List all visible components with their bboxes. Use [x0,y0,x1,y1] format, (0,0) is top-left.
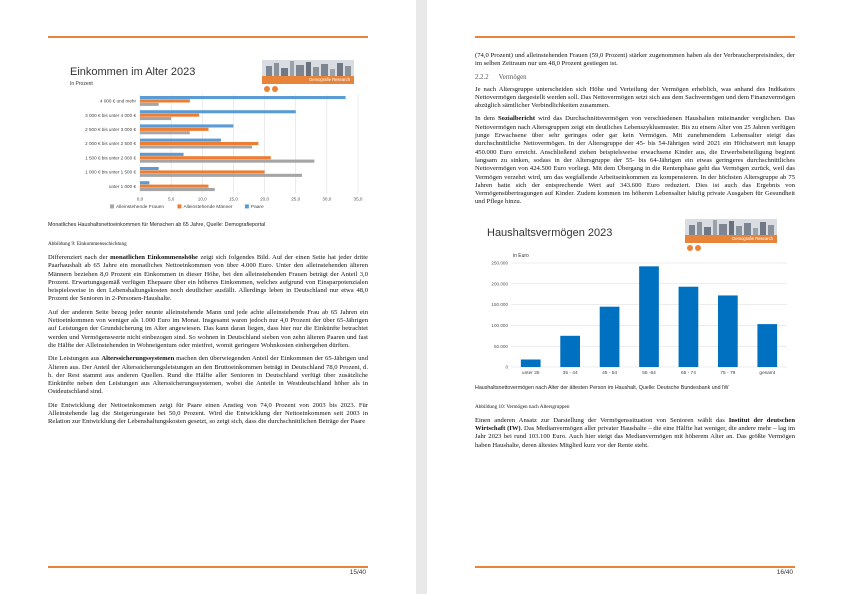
bar [718,295,738,367]
x-tick-label: 75 - 79 [720,370,736,376]
right-page [427,0,843,594]
x-tick-label: 30,0 [322,196,332,202]
bar [140,96,346,99]
y-tick-label: 250.000 [491,260,508,266]
left-page [0,0,416,594]
wealth-chart-unit: in Euro [513,252,529,259]
x-tick-label: unter 35 [521,370,540,376]
paragraph: Die Entwicklung der Nettoeinkommen zeigt für Paare einen Anstieg von 74,0 Prozent von 2003 bis 2023. Für Alleinstehende lag die Steigerungsrate bei 50,0 Prozent. Wird die Entwicklung der Nettoeinkommen seit 2003 in Relation zur Entwicklung der Lebenshaltungskosten gesetzt, so zeigt sich, dass die durchschnittlichen Beträge der Paare [48,401,368,426]
income-chart-source: Monatliches Haushaltsnettoeinkommen für Menschen ab 65 Jahre, Quelle: Demografieportal [48,222,266,228]
y-tick-label: 50.000 [493,343,508,349]
bar [140,117,171,120]
x-tick-label: 65 - 74 [680,370,696,376]
category-label: 1 000 € bis unter 1 500 € [85,169,136,175]
logo-text: Demografie Research [262,76,354,84]
top-rule [48,36,368,38]
bar [140,110,296,113]
x-tick-label: 25,0 [291,196,301,202]
bar [521,359,541,366]
legend-swatch [177,204,181,208]
bar [140,185,209,188]
figure-caption: Abbildung 9: Einkommensschichtung [48,241,127,247]
paragraph: Die Leistungen aus Alterssicherungssystemen machen den überwiegenden Anteil der Einkommen der 65-Jährigen und Älteren aus. Der Anteil der Alterssicherungsleistungen an den Bruttoeinkommen beträgt in Deutschland 78,0 Prozent, d. h. der Rest stammt aus anderen Quellen. Rund die Hälfte aller Senioren in Deutschland verfügt über zusätzliche Einkünfte neben den Leistungen aus Alterssicherungssystemen, wobei die Anteile in Westdeutschland höher als in Ostdeutschland sind. [48,355,368,396]
bar [140,181,149,184]
paragraph: (74,0 Prozent) und alleinstehenden Frauen (59,0 Prozent) stärker zugenommen haben als der Verbraucherpreisindex, der im selben Zeitraum nur um 48,0 Prozent gestiegen ist. [475,52,795,68]
bar [140,174,302,177]
x-tick-label: 45 - 54 [602,370,618,376]
section-number: 2.2.2 [475,73,489,81]
y-tick-label: 0 [505,364,508,370]
paragraph: Auf der anderen Seite bezog jeder neunte alleinstehende Mann und jede achte alleinstehende Frau ab 65 Jahren ein Nettoeinkommen von weniger als 1.000 Euro im Monat. Insgesamt waren jedoch nur 4,0 Prozent der über 65-Jährigen auf Leistungen der Grundsicherung im Alter angewiesen. Das kann daran liegen, dass hier nur die Einkünfte betrachtet werden und Vermögenswerte nicht einbezogen sind. So wohnen in Deutschland sieben von zehn älteren Paaren und fast die Hälfte der Alleinstehenden in Wohneigentum oder mietfrei, womit geringere Wohnkosten einhergehen dürften. [48,308,368,349]
bar [140,124,233,127]
bar [600,306,620,366]
emphasis: Alterssicherungssystemen [101,355,175,363]
category-label: 1 500 € bis unter 2 000 € [85,155,136,161]
emphasis: Sozialbericht [498,115,536,123]
y-tick-label: 150.000 [491,301,508,307]
wealth-chart-source: Haushaltsnettovermögen nach Alter der ältesten Person im Haushalt, Quelle: Deutsche Bundesbank und IW [475,384,729,391]
page-number: 15/40 [349,569,366,576]
legend-swatch [110,204,114,208]
emphasis: monatlichen Einkommenshöhe [110,254,198,261]
bar [140,188,215,191]
paragraph: Je nach Altersgruppe unterscheiden sich Höhe und Verteilung der Vermögen erheblich, was anhand des Indikators Nettovermögen dargestellt werden soll. Das Nettovermögen setzt sich aus dem Sachvermögen und dem Finanzvermögen abzüglich sämtlicher Verbindlichkeiten zusammen. [475,85,795,110]
figure-caption: Abbildung 10: Vermögen nach Altersgruppen [475,403,570,410]
bar [140,156,271,159]
category-label: 4 000 € und mehr [99,98,136,104]
bar [140,103,159,106]
x-tick-label: 5,0 [167,196,175,202]
y-tick-label: 200.000 [491,281,508,287]
bar [140,145,252,148]
x-tick-label: 20,0 [260,196,270,202]
legend-swatch [245,204,249,208]
x-tick-label: 15,0 [228,196,238,202]
bar [639,266,659,367]
category-label: 2 000 € bis unter 2 500 € [85,141,136,147]
bottom-rule [48,566,368,568]
income-chart-title: Einkommen im Alter 2023 [70,66,196,78]
bar [140,139,221,142]
bar [140,167,159,170]
bar [560,336,580,367]
bar [140,153,184,156]
bar [140,170,265,173]
y-tick-label: 100.000 [491,322,508,328]
income-chart-unit: In Prozent [70,81,93,87]
wealth-chart-title: Haushaltsvermögen 2023 [487,226,613,239]
category-label: 3 000 € bis unter 4 000 € [85,112,136,118]
x-tick-label: 35,0 [353,196,363,202]
legend-label: Paare [250,205,264,210]
bar [140,142,258,145]
income-chart-plot [48,52,368,228]
income-chart [48,52,368,228]
category-label: unter 1 000 € [108,183,136,189]
paragraph: Differenziert nach der monatlichen Einkommenshöhe zeigt sich folgendes Bild. Auf der einen Seite hat jeder dritte Paarhaushalt ab 65 Jahre ein monatliches Nettoeinkommen von über 4.000 Euro. Unter den alleinstehenden älteren Männern beziehen 8,0 Prozent ein Einkommen in dieser Höhe, bei den alleinstehenden Frauen beträgt der Anteil 3,0 Prozent. Erwartungsgemäß verfügen Ehepaare über ein höheres Einkommen, welches aufgrund von Einsparpotenzialen beispielsweise in den Lebenshaltungskosten noch deutlicher ausfällt. Allerdings leben in Deutschland nur etwa 48,0 Prozent der Senioren in 2-Personen-Haushalte. [48,254,368,303]
bar [140,128,209,131]
bar [679,286,699,366]
legend-label: Alleinstehende Männer [183,205,233,210]
category-label: 2 500 € bis unter 3 000 € [85,127,136,132]
legend-label: Alleinstehende Frauen [116,205,165,210]
wealth-chart-plot [475,215,795,385]
bar [757,324,777,367]
x-tick-label: 10,0 [197,196,207,202]
top-rule [475,36,795,38]
section-heading [475,74,795,81]
x-tick-label: 55 -64 [642,370,656,376]
x-tick-label: 0,0 [136,196,144,202]
paragraph: Einen anderen Ansatz zur Darstellung der Vermögenssituation von Senioren wählt das Institut der deutschen Wirtschaft (IW). Das Medianvermögen aller privater Haushalte – die eine Hälfte hat weniger, die andere mehr – lag im Jahr 2023 bei rund 103.100 Euro. Auch hier steigt das Medianvermögen mit höherem Alter an. Das größte Vermögen haben Haushalte, deren ältestes Mitglied kurz vor der Rente steht. [475,416,795,449]
bar [140,114,199,117]
bar [140,99,190,102]
wealth-chart [475,215,795,385]
x-tick-label: gesamt [759,370,776,376]
x-tick-label: 35 - 44 [562,370,578,376]
logo-text: Demografie Research [685,235,777,243]
bar [140,160,314,163]
bar [140,131,190,134]
bottom-rule [475,566,795,568]
paragraph: In dem Sozialbericht wird das Durchschnittsvermögen von verschiedenen Haushalten miteinander verglichen. Das Nettovermögen nach Altersgruppen zeigt ein deutliches Lebenszyklusmuster. Bis zu einem Alter von 25 Jahren verfügen junge Erwachsene über sehr geringes oder gar kein Vermögen. Mit zunehmendem Lebensalter steigt das durchschnittliche Nettovermögen. In der Altersgruppe der 45- bis 54-Jährigen wird 2021 ein Höchstwert mit knapp 450.000 Euro erreicht. Anschließend ziehen beispielsweise erwachsene Kinder aus, die Erwerbsbeteiligung beginnt langsam zu sinken, sodass in der Altersgruppe der 55- bis 64-Jährigen ein etwas geringeres durchschnittliches Nettovermögen von 424.500 Euro vorliegt. Mit dem Übergang in die Rentenphase geht das Vermögen zurück, weil das Vermögen verzehrt wird, um das wegfallende Arbeitseinkommen zu kompensieren. In der höchsten Altersgruppe ab 75 Jahren hatte sich der entsprechende Wert auf 343.600 Euro reduziert. Dies ist auch das Ergebnis von Vermögensübertragungen auf Kinder. Zudem kommen im höheren Lebensalter häufig private Ausgaben für Gesundheit und Pflege hinzu. [475,115,795,206]
page-number: 16/40 [776,569,793,576]
emphasis: Institut der deutschen Wirtschaft (IW) [475,416,795,433]
section-title: Vermögen [498,73,527,81]
